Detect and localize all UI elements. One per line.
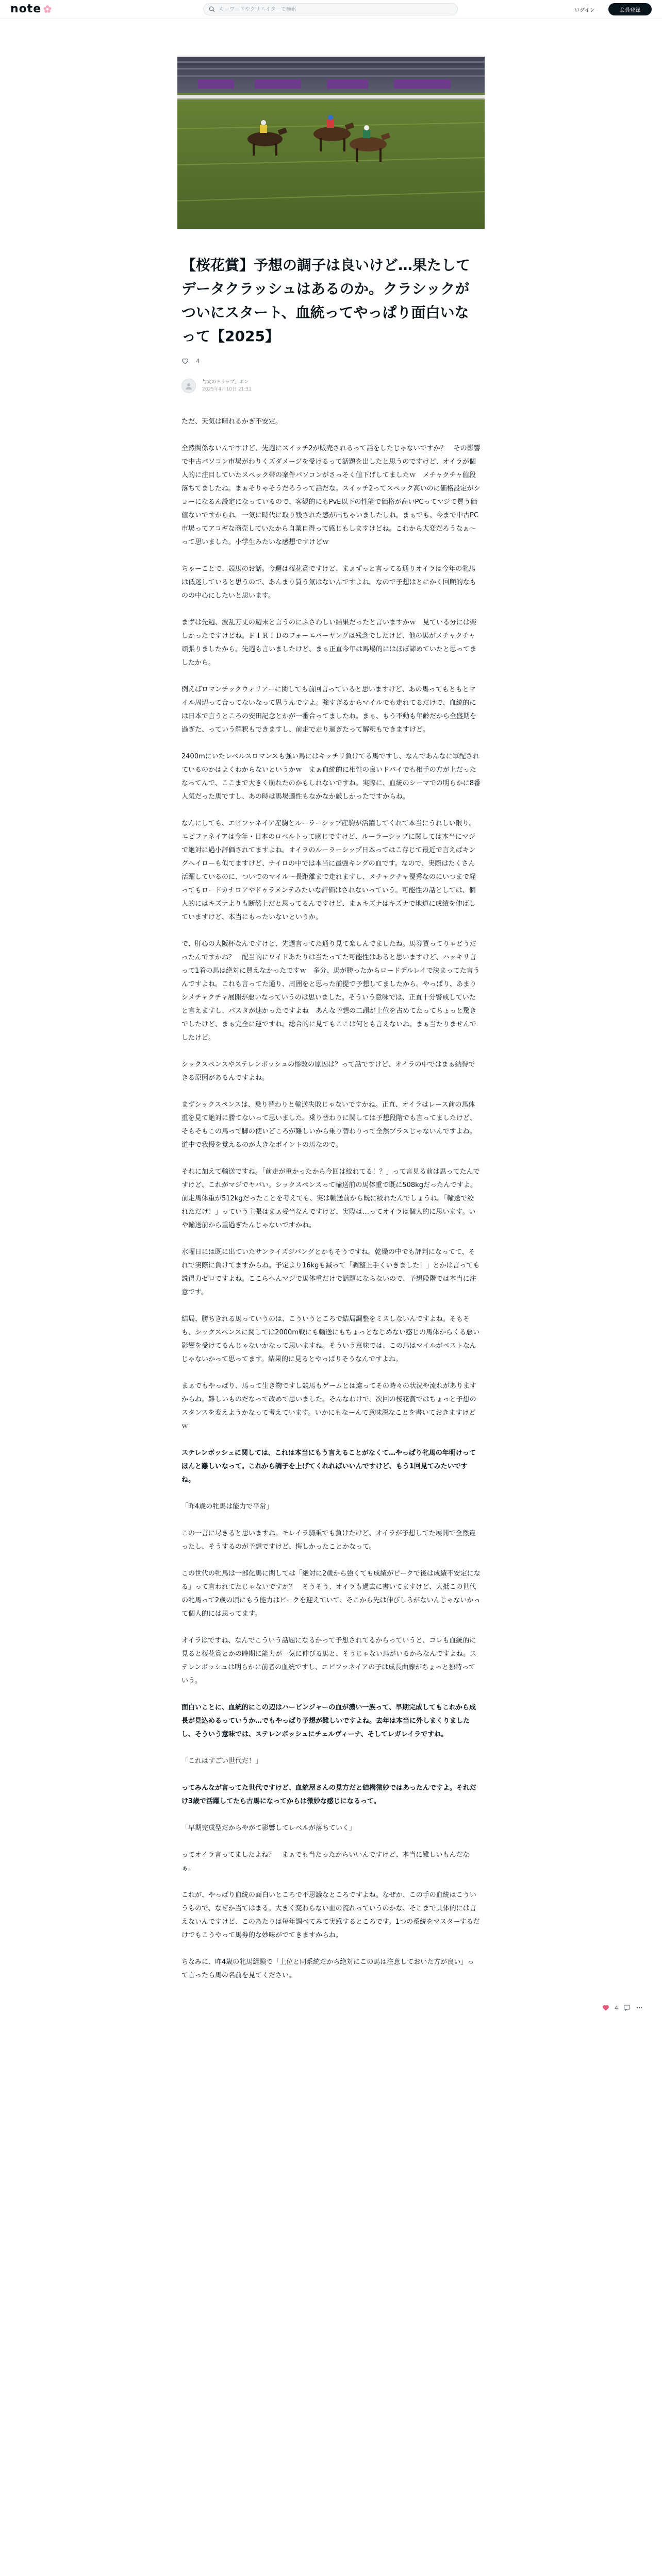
search-box[interactable] xyxy=(203,3,458,15)
paragraph: この一言に尽きると思いますね。モレイラ騎乗でも負けたけど、オイラが予想してた展開で全然違ったし、そうするのが予想ですけど、悔しかったことかなって。 xyxy=(181,1530,476,1551)
paragraph: まずシックスペンスは、乗り替わりと輸送失敗じゃないですかね。正直、オイラはレース前の馬体重を見て絶対に勝てないって思いました。乗り替わりに関しては予想段階でも言ってましたけど、そもそもこの馬って脚の使いどころが難しいから乗り替わりって全然プラスじゃないんですよね。道中で我慢を覚えるのが大きなポイントの馬なので。 xyxy=(181,1101,477,1149)
comment-icon[interactable] xyxy=(623,2004,631,2011)
paragraph: 2400mにいたレベルスロマンスも強い馬にはキッチリ負けてる馬ですし、なんであんなに軍配されているのかはよくわからないというかｗ まぁ血統的に相性の良いドバイでも相手の方が上だったなってんで、ここまで大きく崩れたのかもしれないですね。実際に、血統のシーマでの明らかに8番人気だった馬ですし、あの時は馬場適性もなかなか厳しかったですからね。 xyxy=(181,753,481,801)
quote: ステレンボッシュに関しては、これは本当にもう言えることがなくて…やっぱり牝馬の年明けってほんと難しいなって。これから調子を上げてくれればいいんですけど、もう1回見てみたいですね。 xyxy=(181,1449,476,1484)
side-like-count: 4 xyxy=(615,2004,618,2011)
paragraph: ちゃーことで、競馬のお話。今週は桜花賞ですけど、まぁずっと言ってる通りオイラは今年の牝馬は低迷していると思うので、あんまり買う気はないんですよね。なので予想はとにかく回顧的なものの中心にしたいと思います。 xyxy=(181,565,476,600)
paragraph: なんにしても、エピファネイア産駒とルーラーシップ産駒が活躍してくれて本当にうれしい限り。エピファネイアは今年・日本のロベルトって感じですけど、ルーラーシップに関しては本当にマジで絶対に過小評価されてますよね。オイラのルーラーシップ日本ってはこ存じて最近で言えばキングへイローも似てますけど、ナイロの中では本当に最強キングの血です。なので、実際はたくさん活躍しているのに、ついでのマイル～長距離まで走れますし、メチャクチャ優秀なのにいつまで経ってもロードカナロアやドゥラメンテみたいな評価はされないっていう。可能性の話としては、個人的にはキズナよりも断然上だと思ってるんですけど、まぁキズナはキズナで地道に成績を伸ばしていますけど、本当にもったいないというか。 xyxy=(181,820,476,921)
quote: 面白いことに、血統的にこの辺はハービンジャーの血が濃い一族って、早期完成してもこれから成長が見込めるっていうか…でもやっぱり予想が難しいですよね。去年は本当に外しまくりましたし、そういう意味では、ステレンボッシュにチェルヴィーナ、そしてレガレイラですね。 xyxy=(181,1704,476,1738)
paragraph: 「早期完成型だからやがて影響してレベルが落ちていく」 xyxy=(181,1824,356,1832)
author-meta xyxy=(202,379,252,393)
avatar[interactable] xyxy=(181,379,196,393)
paragraph: まぁでもやっぱり、馬って生き物ですし競馬もゲームとは違ってその時々の状況や流れがありますからね。難しいものだなって改めて思いました。そんなわけで、次回の桜花賞ではちょっと予想のスタンスを変えようかなって考えています。いかにもなーんて意味深なことを書いておきますけどｗ xyxy=(181,1382,477,1430)
paragraph: 「これはすごい世代だ！」 xyxy=(181,1757,262,1765)
login-button[interactable]: ログイン xyxy=(574,7,595,13)
more-icon[interactable] xyxy=(636,2004,643,2011)
paragraph: ってオイラ言ってましたよね？ まぁでも当たったからいいんですけど、本当に難しいもんだなぁ。 xyxy=(181,1851,470,1872)
signup-button[interactable]: 会員登録 xyxy=(608,3,652,15)
search-input[interactable] xyxy=(219,7,446,12)
heart-icon[interactable] xyxy=(181,358,189,365)
floating-actions xyxy=(602,2004,643,2011)
paragraph: それに加えて輸送ですね。「前走が重かったから今回は絞れてる！？」って言見る前は思ってたんですけど、これがマジでヤバい。シックスペンスって輸送前の馬体重で既に508kgだったんですよ。前走馬体重が512kgだったことを考えても、実は輸送前から既に絞れたんでしょうね。「輸送で絞れただけ！」っていう主張はまぁ妥当なんですけど、実際は…ってオイラは個人的に思います。いや輸送前から重過ぎたんじゃないですかね。 xyxy=(181,1168,480,1229)
like-count: 4 xyxy=(196,358,200,365)
search-icon xyxy=(209,6,215,12)
author-block[interactable] xyxy=(181,377,481,395)
paragraph: 全然関係ないんですけど、先週にスイッチ2が販売されるって話をしたじゃないですか？ その影響で中古パソコン市場がわりくズダメージを受けるって話題を出したと思うのですけど、オイラが個人的に注目していたスペック帯の案件パソコンがさっそく値下げしてましたｗ メチャクチャ値段落ちてましたね。まぁそりゃそうだろうって話だな。スイッチ2ってスペック高いのに価格設定がショーになるん設定になっているので、客観的にもPvE以下の性能で価格が高いPCってマジで買う価値ないですからね。一気に時代に取り残された感が出ちゃいましたしね。まぁでも、今まで中古PC市場ってアコギな商売していたから自業自得って感じもしますけどね。これから大変だろうなぁ～って思いました。小学生みたいな感想ですけどｗ xyxy=(181,445,481,546)
paragraph: 結局、勝ちきれる馬っていうのは、こういうところで結局調整をミスしないんですよね。そもそも、シックスペンスに関しては2000m戦にも輸送にもちょっとなじめない感じの馬体からくる悪い影響を受けてるんじゃないかなって思いますね。そういう意味では、この馬はマイルがベストなんじゃないかって思ってます。結果的に見るとやっぱりそうなんですよね。 xyxy=(181,1315,479,1363)
article-body xyxy=(181,415,481,1982)
post-date: 2025年4月10日 21:31 xyxy=(202,387,252,392)
flower-icon xyxy=(43,5,52,14)
hero-image xyxy=(177,57,485,229)
paragraph: 「昨4歳の牝馬は能力で平常」 xyxy=(181,1503,273,1511)
paragraph: ちなみに、昨4歳の牝馬経験で「上位と同系統だから絶対にこの馬は注意しておいた方が良い」って言ったら馬の名前を見てください。 xyxy=(181,1958,474,1979)
paragraph: 水曜日には既に出ていたサンライズジパングとかもそうですね。乾燥の中でも評判になってて、それで実際に負けてますからね。予定より16kgも減って「調整上手くいきました！」とかは言っても説得力ゼロですよね。ここらへんマジで馬体重だけで話題にならないので、予想段階では本当に注意です。 xyxy=(181,1248,480,1296)
paragraph: で、肝心の大阪杯なんですけど、先週言ってた通り見て楽しんでましたね。馬券買ってりゃどうだったんですかね？ 配当的にワイドあたりは当たってた可能性はあると思いますけど、ハッキリ言って1着の馬は絶対に買えなかったですｗ 多分、馬が勝ったからロードデルレイで決まってた言うんですよね。これも言ってた通り、周囲をと思った前提で予想してましたから。やっぱり、あまりシメチャクチャ展開が悪いなっていうのは思いました。そういう意味では、正直十分警戒していたと言えますし、パスタが速かったですよね あんな予想の二頭が上位を占めてたってちょっと驚きでしたけど、まぁ完全に運ですね。総合的に見てもここは何とも言えないね。まぁ当たりませんでしたけど。 xyxy=(181,940,480,1042)
article xyxy=(181,253,481,1996)
logo-text: note xyxy=(10,3,42,15)
user-icon xyxy=(185,382,193,390)
site-header xyxy=(0,0,662,19)
author-name[interactable]: 与太のトラップ」ポン xyxy=(202,380,249,385)
quote: ってみんなが言ってた世代ですけど、血統屋さんの見方だと結構微妙ではあったんですよ。それだけ3歳で活躍してたら古馬になってからは微妙な感じになるって。 xyxy=(181,1784,476,1805)
like-row xyxy=(181,357,481,366)
paragraph: この世代の牝馬は一部化馬に関しては「絶対に2歳から強くても成績がピークで後は成績不安定になる」って言われてたじゃないですか？ そうそう、オイラも過去に書いてますけど、大抵この世代の牝馬って2歳の頃にもう能力はピークを迎えていて、そこから先は伸びしろがないんじゃないかって個人的には思ってます。 xyxy=(181,1570,481,1618)
paragraph: ただ、天気は晴れるかぎ不安定。 xyxy=(181,418,283,426)
heart-icon[interactable] xyxy=(602,2004,609,2011)
article-title: 【桜花賞】予想の調子は良いけど…果たしてデータクラッシュはあるのか。クラシックがついにスタート、血統ってやっぱり面白いなって【2025】 xyxy=(181,257,471,345)
paragraph: まずは先週、波乱万丈の週末と言うのにふさわしい結果だったと言いますかｗ 見ている分には楽しかったですけどね。ＦＩＲＩＤのフォーエバーヤングは残念でしたけど、他の馬がメチャクチャ頑張りましたから。先週も言いましたけど、まぁ正直今年は馬場的にはほぼ諦めていたと思ってましたから。 xyxy=(181,619,477,667)
paragraph: シックスペンスやステレンボッシュの惨敗の原因は？って話ですけど、オイラの中ではまぁ納得できる原因があるんですよね。 xyxy=(181,1061,475,1082)
paragraph: これが、やっぱり血統の面白いところで不思議なところですよね。なぜか、この手の血統はこういうもので、なぜか当てはまる。大きく変わらない血の流れっていうのかな、そこまで具体的には言えないんですけど、このあたりは毎年調べてみて実感するところです。1つの系統をマスターするだけでもこうやって馬券的な妙味がでてきますからね。 xyxy=(181,1891,480,1939)
paragraph: 例えばロマンチックウォリアーに関しても前回言っていると思いますけど、あの馬ってもともとマイル周辺って合ってないなって思うんですよ。強すぎるからマイルでも走れてるだけで、血統的には日本で言うところの安田記念とかが一番合ってましたね。まぁ、もう不動も年齢だから全盛期を過ぎた、っていう解釈もできますし、前走で走り過ぎたって解釈もできますけど。 xyxy=(181,686,477,734)
paragraph: オイラはですね、なんでこういう話題になるかって予想されてるからっていうと、コレも血統的に見ると桜花賞とかの時期に能力が一気に伸びる馬と、そうじゃない馬がいるからなんですよね。ステレンボッシュは明らかに前者の血統ですし、エピファネイアの子は成長曲線がちょっと独特っていう。 xyxy=(181,1637,477,1685)
note-logo[interactable] xyxy=(10,3,52,15)
